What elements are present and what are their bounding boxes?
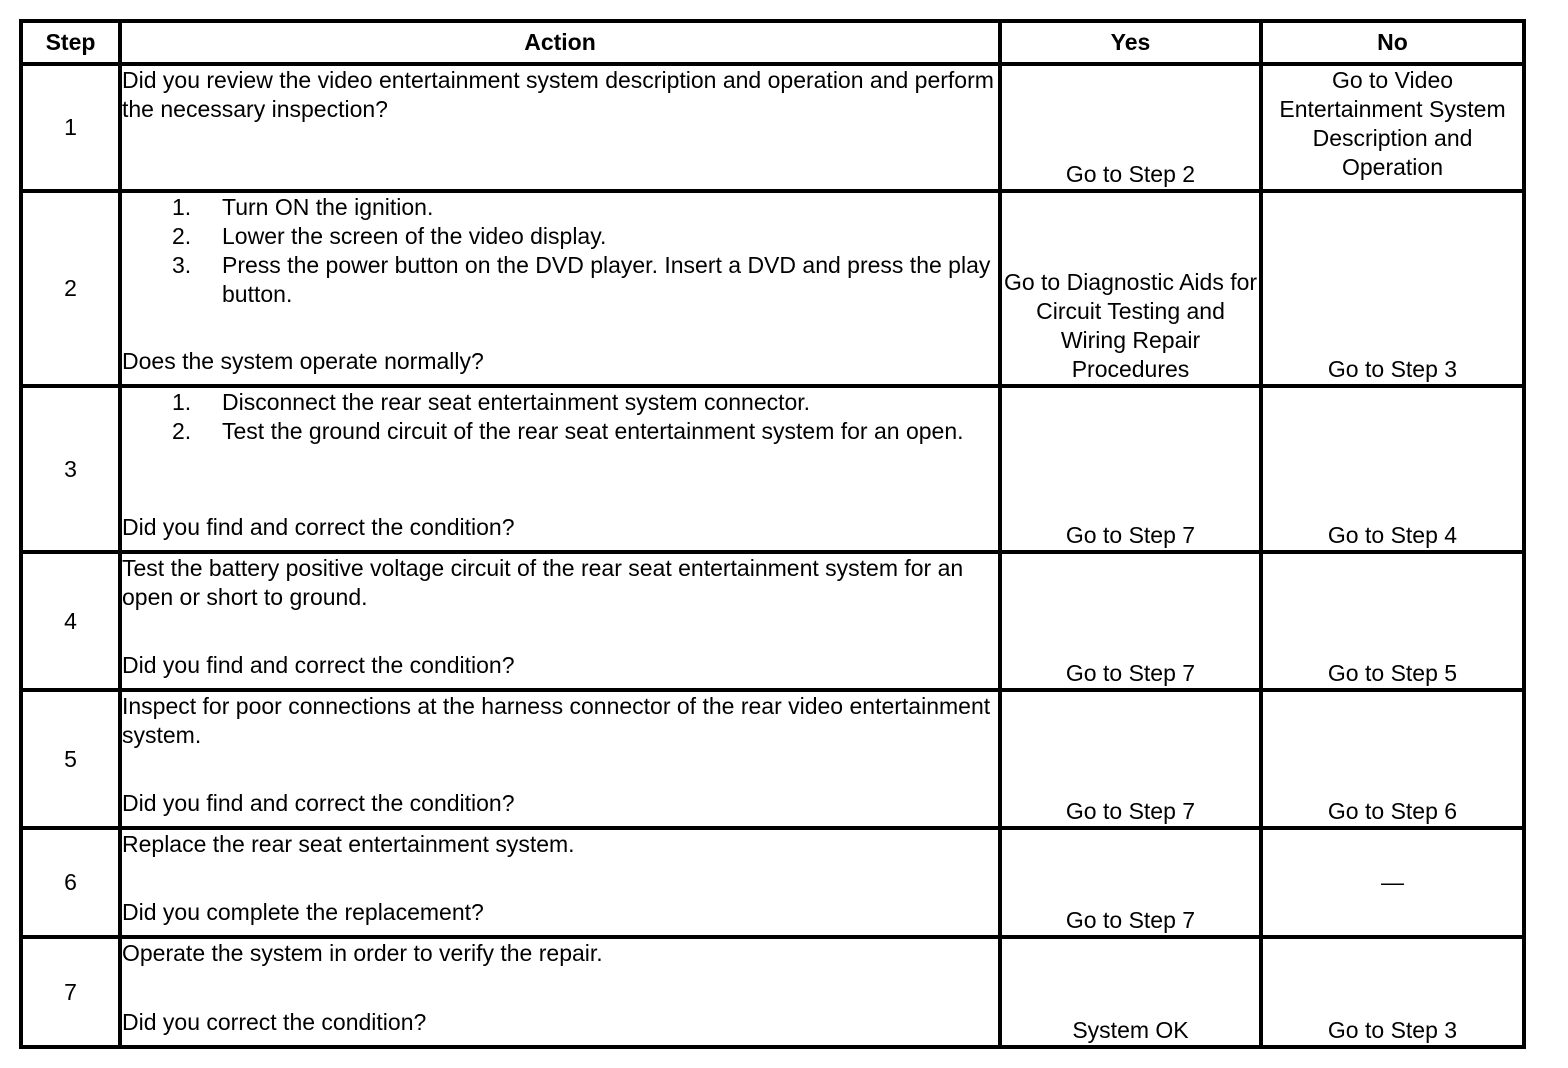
- substep-number: 2.: [172, 418, 192, 444]
- substep-text: Test the ground circuit of the rear seat entertainment system for an open.: [222, 418, 964, 444]
- action-cell: [120, 937, 1000, 1047]
- action-text: Operate the system in order to verify the repair.: [122, 940, 603, 966]
- no-cell: Go to Step 6: [1261, 690, 1524, 828]
- no-cell: —: [1261, 828, 1524, 937]
- table-row: [21, 64, 1524, 191]
- yes-cell: System OK: [1000, 937, 1261, 1047]
- yes-cell: Go to Step 7: [1000, 690, 1261, 828]
- substep-list: [122, 193, 998, 309]
- substep-text: Turn ON the ignition.: [222, 194, 434, 220]
- substep-list: [122, 388, 998, 446]
- yes-cell: Go to Diagnostic Aids for Circuit Testing and Wiring Repair Procedures: [1000, 191, 1261, 386]
- substep-number: 2.: [172, 223, 192, 249]
- yes-cell: Go to Step 7: [1000, 828, 1261, 937]
- substep-item: [122, 222, 998, 251]
- step-number: 6: [21, 828, 120, 937]
- step-number: 4: [21, 552, 120, 690]
- header-step: Step: [21, 21, 120, 64]
- header-yes: Yes: [1000, 21, 1261, 64]
- action-cell: [120, 191, 1000, 386]
- table-row: [21, 690, 1524, 828]
- action-text: Did you review the video entertainment system description and operation and perform the necessary inspection?: [122, 67, 994, 122]
- question-text: Did you find and correct the condition?: [122, 514, 515, 540]
- step-number: 3: [21, 386, 120, 552]
- step-number: 7: [21, 937, 120, 1047]
- no-cell: Go to Step 4: [1261, 386, 1524, 552]
- action-cell: [120, 552, 1000, 690]
- substep-item: [122, 193, 998, 222]
- yes-cell: Go to Step 7: [1000, 552, 1261, 690]
- substep-number: 3.: [172, 252, 192, 278]
- question-text: Did you complete the replacement?: [122, 899, 484, 925]
- header-no: No: [1261, 21, 1524, 64]
- yes-cell: Go to Step 2: [1000, 64, 1261, 191]
- header-row: [21, 21, 1524, 64]
- step-number: 1: [21, 64, 120, 191]
- table-row: [21, 386, 1524, 552]
- table-row: [21, 937, 1524, 1047]
- question-text: Does the system operate normally?: [122, 348, 484, 374]
- action-text: Replace the rear seat entertainment system.: [122, 831, 575, 857]
- action-cell: [120, 828, 1000, 937]
- no-cell: Go to Step 3: [1261, 191, 1524, 386]
- question-text: Did you correct the condition?: [122, 1009, 427, 1035]
- yes-cell: Go to Step 7: [1000, 386, 1261, 552]
- substep-text: Lower the screen of the video display.: [222, 223, 607, 249]
- substep-number: 1.: [172, 194, 192, 220]
- step-number: 5: [21, 690, 120, 828]
- substep-item: [122, 417, 998, 446]
- action-text: Test the battery positive voltage circuit of the rear seat entertainment system for an open or short to ground.: [122, 555, 964, 610]
- table-row: [21, 552, 1524, 690]
- table-row: [21, 828, 1524, 937]
- step-number: 2: [21, 191, 120, 386]
- table-row: [21, 191, 1524, 386]
- substep-text: Disconnect the rear seat entertainment system connector.: [222, 389, 811, 415]
- action-cell: [120, 386, 1000, 552]
- no-cell: Go to Step 5: [1261, 552, 1524, 690]
- no-cell: Go to Step 3: [1261, 937, 1524, 1047]
- question-text: Did you find and correct the condition?: [122, 652, 515, 678]
- action-cell: [120, 690, 1000, 828]
- action-cell: [120, 64, 1000, 191]
- header-action: Action: [120, 21, 1000, 64]
- substep-number: 1.: [172, 389, 192, 415]
- no-cell: Go to Video Entertainment System Description and Operation: [1261, 64, 1524, 191]
- substep-text: Press the power button on the DVD player. Insert a DVD and press the play button.: [222, 252, 991, 307]
- diagnostic-table: [19, 19, 1526, 1049]
- substep-item: [122, 251, 998, 309]
- action-text: Inspect for poor connections at the harness connector of the rear video entertainment system.: [122, 693, 991, 748]
- question-text: Did you find and correct the condition?: [122, 790, 515, 816]
- substep-item: [122, 388, 998, 417]
